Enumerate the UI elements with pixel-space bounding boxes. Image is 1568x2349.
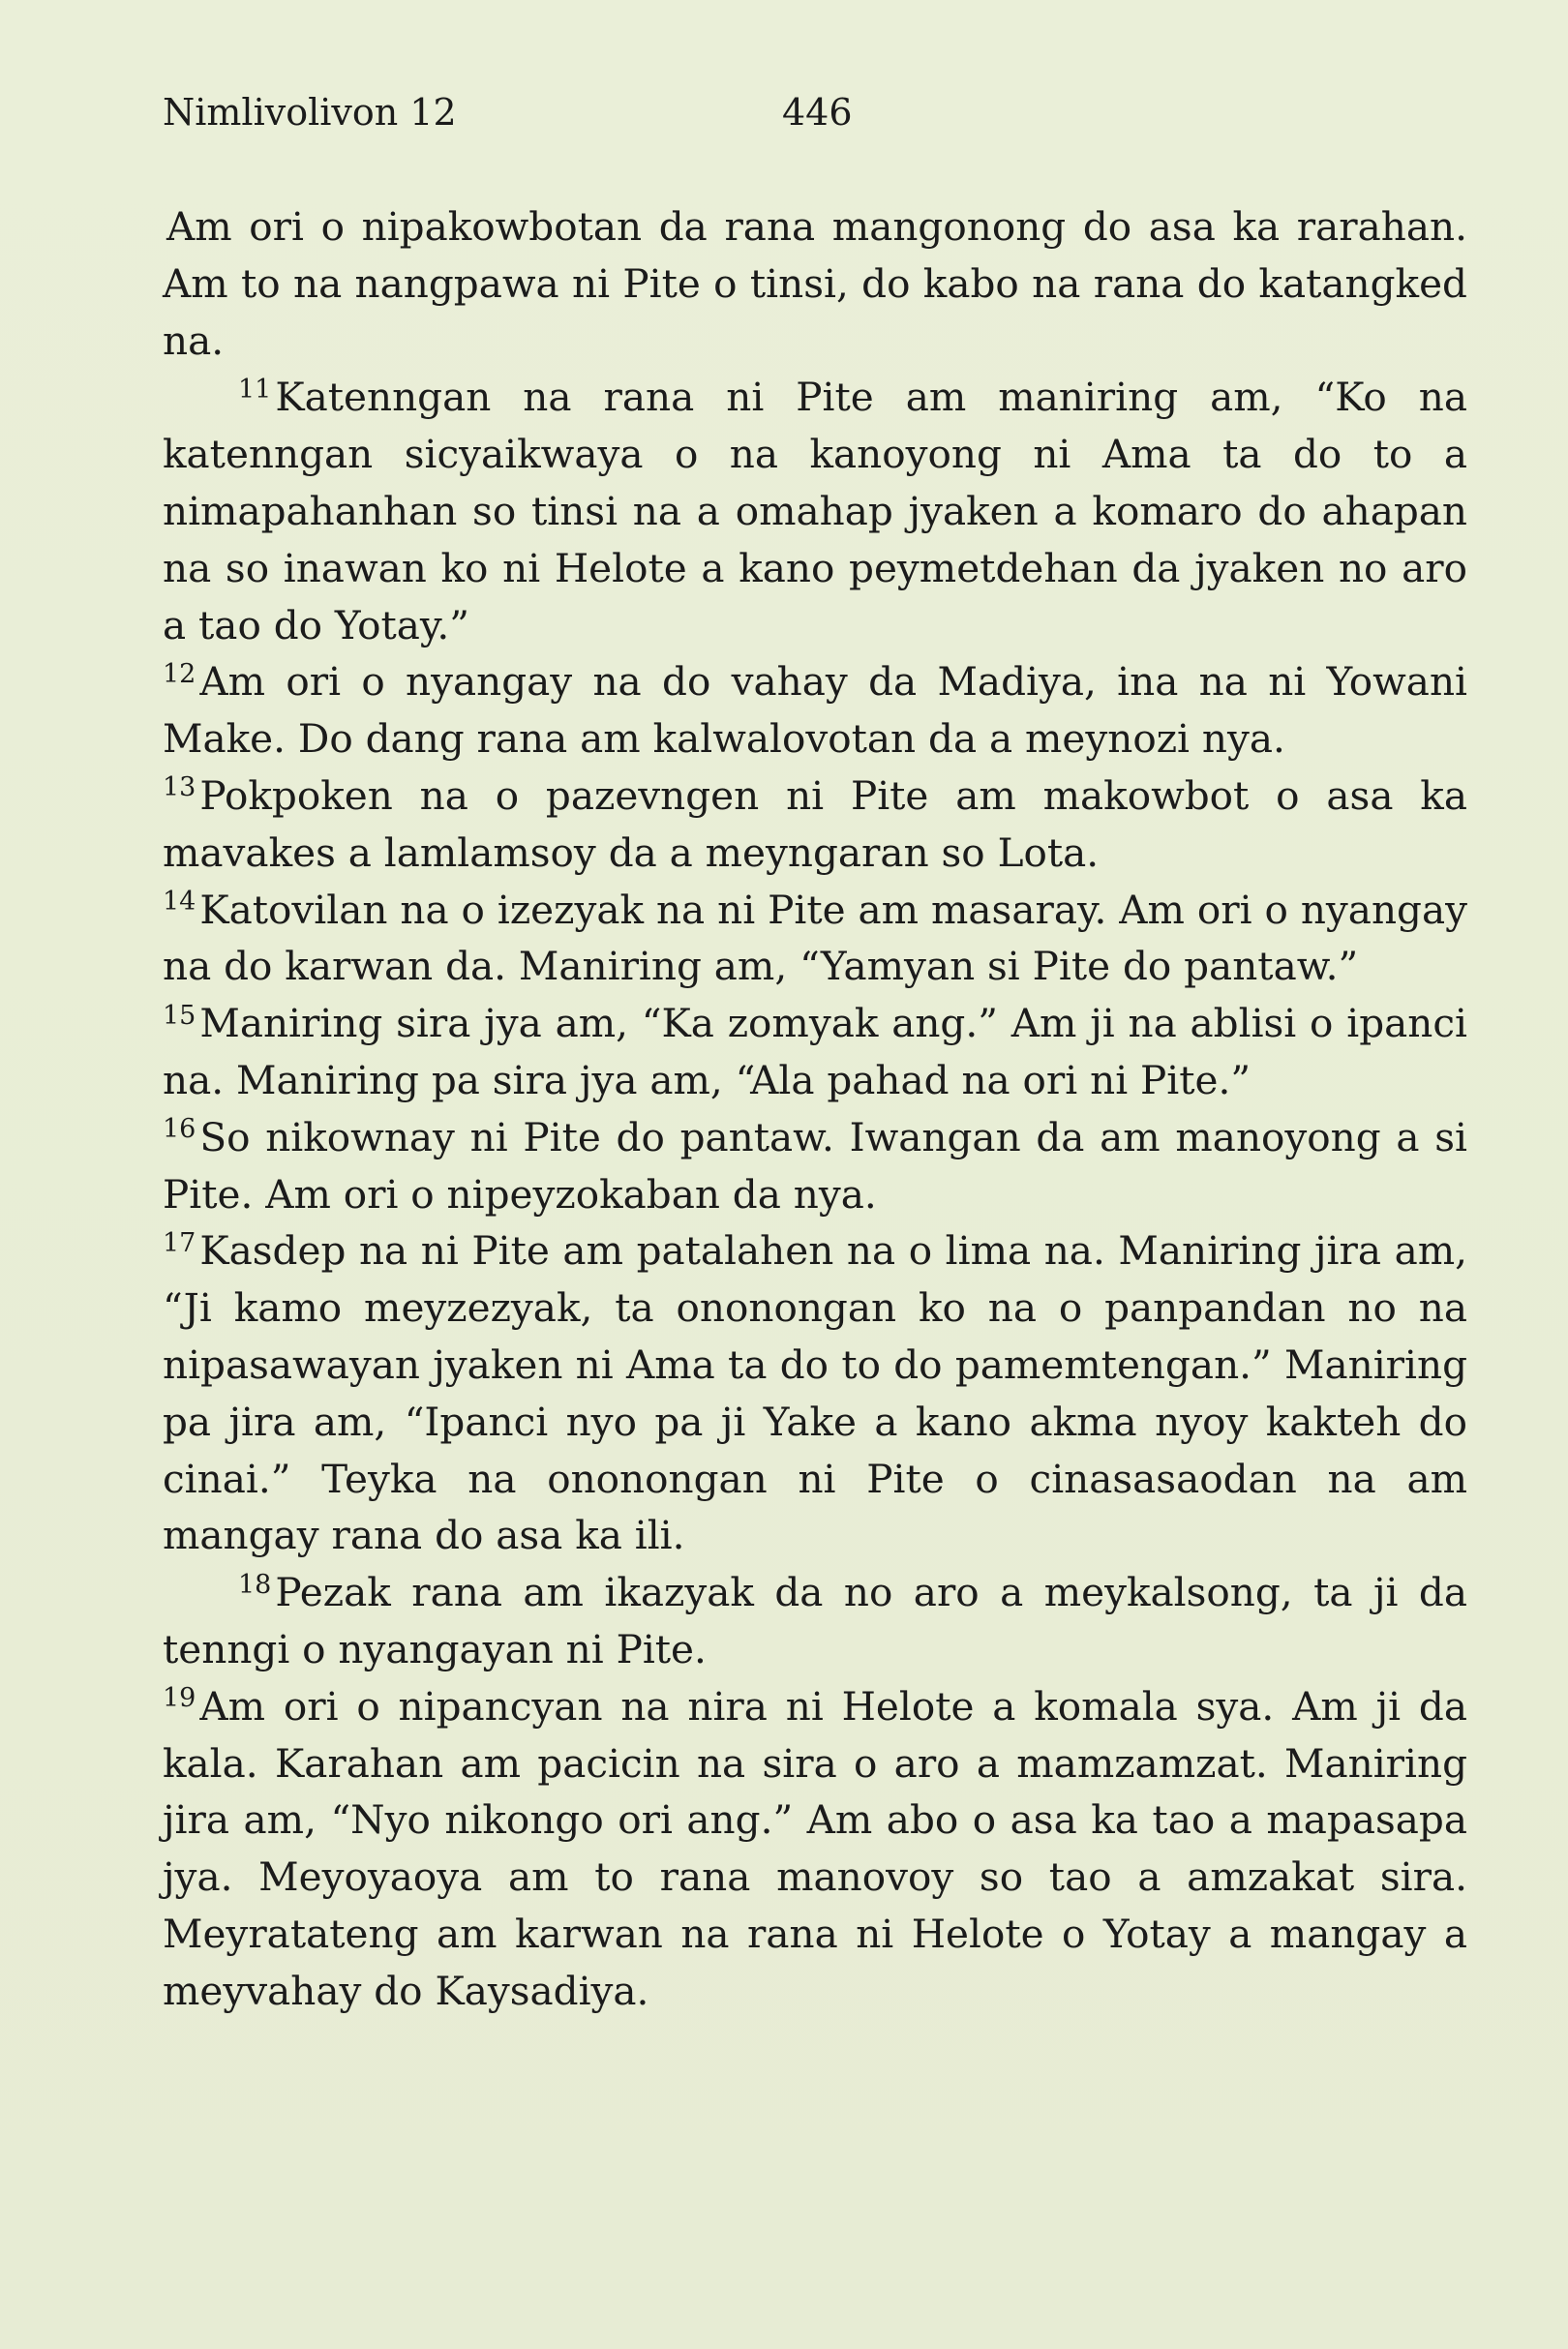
verse-number: 16: [163, 1114, 196, 1145]
paragraph-13: [163, 768, 1467, 882]
verse-text: Kasdep na ni Pite am patalahen na o lima na. Maniring jira am, “Ji kamo meyzezyak, ta ononongan ko na o panpandan no na nipasawayan jyaken ni Ama ta do to do pamemtengan.” Maniring pa jira am, “Ipanci nyo pa ji Yake a kano akma nyoy kakteh do cinai.” Teyka na ononongan ni Pite o cinasasaodan na am mangay rana do asa ka ili.: [163, 1227, 1467, 1559]
verse-text: Katenngan na rana ni Pite am maniring am, “Ko na katenngan sicyaikwaya o na kanoyong ni Ama ta do to a nimapahanhan so tinsi na a omahap jyaken a komaro do ahapan na so inawan ko ni Helote a kano peymetdehan da jyaken no aro a tao do Yotay.”: [163, 374, 1467, 648]
verse-text: Am ori o nipancyan na nira ni Helote a komala sya. Am ji da kala. Karahan am pacicin na sira o aro a mamzamzat. Maniring jira am, “Nyo nikongo ori ang.” Am abo o asa ka tao a mapasapa jya. Meyoyaoya am to rana manovoy so tao a amzakat sira. Meyratateng am karwan na rana ni Helote o Yotay a mangay a meyvahay do Kaysadiya.: [163, 1682, 1467, 2014]
verse-text: So nikownay ni Pite do pantaw. Iwangan da am manoyong a si Pite. Am ori o nipeyzokaban da nya.: [163, 1113, 1467, 1218]
page-number: 446: [782, 91, 853, 134]
paragraph-16: [163, 1109, 1467, 1223]
paragraph-19: [163, 1678, 1467, 2020]
verse-text: Am ori o nyangay na do vahay da Madiya, ina na ni Yowani Make. Do dang rana am kalwalovotan da a meynozi nya.: [163, 658, 1467, 763]
verse-number: 13: [163, 772, 196, 803]
verse-text: Maniring sira jya am, “Ka zomyak ang.” Am ji na ablisi o ipanci na. Maniring pa sira jya am, “Ala pahad na ori ni Pite.”: [163, 1000, 1467, 1103]
book-title: Nimlivolivon 12: [163, 91, 457, 134]
body-text: [163, 198, 1467, 2020]
running-header: [163, 83, 1450, 141]
paragraph-0: [163, 198, 1467, 369]
paragraph-17: [163, 1222, 1467, 1564]
verse-text: Katovilan na o izezyak na ni Pite am masaray. Am ori o nyangay na do karwan da. Maniring am, “Yamyan si Pite do pantaw.”: [163, 886, 1467, 990]
paragraph-12: [163, 653, 1467, 768]
verse-number: 19: [163, 1683, 196, 1714]
verse-text: Pezak rana am ikazyak da no aro a meykalsong, ta ji da tenngi o nyangayan ni Pite.: [163, 1569, 1467, 1672]
paragraph-18: [163, 1564, 1467, 1678]
verse-number: 15: [163, 1000, 196, 1031]
verse-number: 12: [163, 658, 196, 689]
verse-number: 17: [163, 1227, 196, 1258]
paragraph-14: [163, 882, 1467, 996]
paragraph-15: [163, 995, 1467, 1109]
verse-number: 11: [238, 374, 272, 405]
verse-text: Pokpoken na o pazevngen ni Pite am makowbot o asa ka mavakes a lamlamsoy da a meyngaran so Lota.: [163, 771, 1467, 876]
paragraph-11: [163, 369, 1467, 653]
verse-number: 14: [163, 887, 196, 918]
verse-text: Am ori o nipakowbotan da rana mangonong do asa ka rarahan. Am to na nangpawa ni Pite o tinsi, do kabo na rana do katangked na.: [163, 203, 1467, 364]
verse-number: 18: [238, 1569, 272, 1600]
